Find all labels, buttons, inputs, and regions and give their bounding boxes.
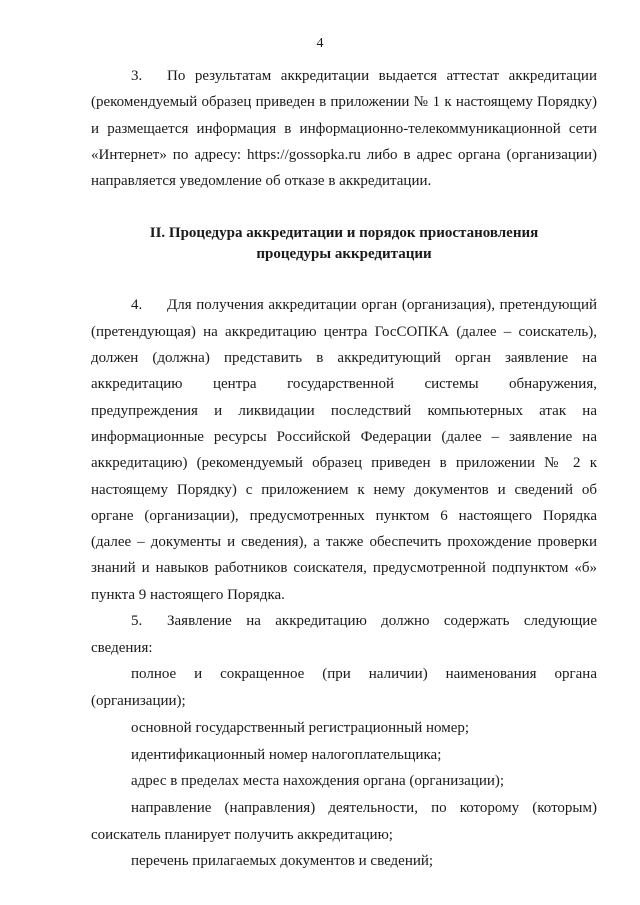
paragraph-4 bbox=[91, 292, 597, 608]
section-heading bbox=[91, 223, 597, 265]
paragraph-number: 3. bbox=[131, 68, 143, 84]
paragraph-3 bbox=[91, 63, 597, 194]
paragraph-number: 4. bbox=[131, 297, 143, 314]
paragraph-text: Заявление на аккредитацию должно содержать следующие сведения: bbox=[91, 613, 597, 656]
page-number: 4 bbox=[316, 36, 324, 51]
paragraph-number: 5. bbox=[131, 613, 143, 630]
paragraph-text: По результатам аккредитации выдается аттестат аккредитации (рекомендуемый образец приведен в приложении № 1 к настоящему Порядку) и размещается информация в информационно-телекоммуникационной сети «Интернет» по адресу: https://gossopka.ru либо в адрес органа (организации) направляется уведомление об отказе в аккредитации. bbox=[91, 68, 597, 190]
paragraph-text: Для получения аккредитации орган (организация), претендующий (претендующая) на аккредитацию центра ГосСОПКА (далее – соискатель), должен (должна) представить в аккредитующий орган заявление на аккредитацию центра государственной системы обнаружения, предупреждения и ликвидации последствий компьютерных атак на информационные ресурсы Российской Федерации (далее – заявление на аккредитацию) (рекомендуемый образец приведен в приложении № 2 к настоящему Порядку) с приложением к нему документов и сведений об органе (организации), предусмотренных пунктом 6 настоящего Порядка (далее – документы и сведения), а также обеспечить прохождение проверки знаний и навыков работников соискателя, предусмотренной подпунктом «б» пункта 9 настоящего Порядка. bbox=[91, 297, 597, 603]
document-body bbox=[91, 63, 597, 875]
list-item: направление (направления) деятельности, по которому (которым) соискатель планирует получить аккредитацию; bbox=[91, 799, 597, 843]
list-item: основной государственный регистрационный номер; bbox=[131, 719, 470, 736]
list-item: идентификационный номер налогоплательщика; bbox=[131, 746, 442, 763]
list-item: адрес в пределах места нахождения органа (организации); bbox=[131, 773, 505, 790]
section-heading-line-1: II. Процедура аккредитации и порядок приостановления bbox=[149, 225, 539, 242]
list-item: перечень прилагаемых документов и сведений; bbox=[131, 853, 434, 870]
list-item: полное и сокращенное (при наличии) наименования органа (организации); bbox=[91, 666, 597, 710]
section-heading-line-2: процедуры аккредитации bbox=[256, 246, 432, 263]
paragraph-5 bbox=[91, 608, 597, 661]
